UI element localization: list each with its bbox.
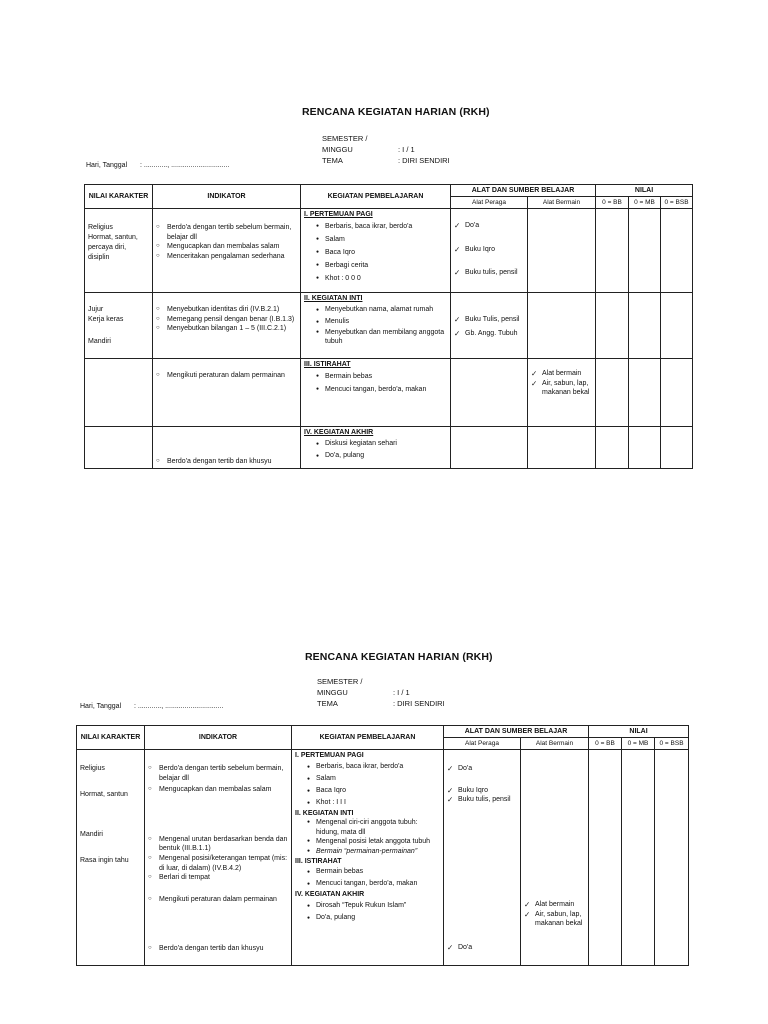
nilai-bsb-cell [661, 209, 693, 293]
karakter-item: Rasa ingin tahu [80, 857, 129, 864]
indikator-item: ○ Menyebutkan identitas diri (IV.B.2.1) [156, 305, 297, 315]
meta-block [317, 676, 445, 709]
nilai-mb-cell [622, 750, 655, 966]
indikator-item: ○ Berdo'a dengan tertib dan khusyu [148, 944, 288, 954]
kegiatan-cell [301, 293, 451, 359]
indikator-item: ○ Berdo'a dengan tertib dan khusyu [156, 457, 297, 467]
karakter-item: percaya diri, [88, 244, 127, 251]
peraga-item: ✓ Buku Iqro [447, 786, 517, 796]
indikator-item: ○ Berlari di tempat [148, 873, 288, 883]
bermain-item: ✓ Air, sabun, lap, makanan bekal [531, 379, 592, 398]
header-alat-peraga: Alat Peraga [451, 197, 528, 209]
nilai-mb-cell [629, 293, 661, 359]
alat-bermain-cell [528, 209, 596, 293]
kegiatan-item: ● Berbaris, baca ikrar, berdo'a [314, 220, 447, 233]
kegiatan-item: ● Baca Iqro [305, 785, 440, 797]
kegiatan-item: ● Mengenal ciri-ciri anggota tubuh: hidung, mata dll [305, 818, 440, 837]
alat-bermain-cell [528, 293, 596, 359]
header-alat-sumber: ALAT DAN SUMBER BELAJAR [451, 185, 596, 197]
indikator-cell [145, 750, 292, 966]
indikator-item: ○ Menceritakan pengalaman sederhana [156, 252, 297, 262]
nilai-bsb-cell [661, 427, 693, 469]
indikator-item: ○ Mengucapkan dan membalas salam [148, 785, 288, 795]
semester-value: : I / 1 [393, 688, 410, 697]
karakter-item: Mandiri [88, 338, 111, 345]
karakter-item: disiplin [88, 254, 110, 261]
header-nilai-karakter: NILAI KARAKTER [77, 726, 145, 750]
kegiatan-item: ● Berbaris, baca ikrar, berdo'a [305, 761, 440, 773]
nilai-bsb-cell [661, 359, 693, 427]
karakter-item: Mandiri [80, 831, 103, 838]
tema-label: TEMA [322, 156, 343, 165]
karakter-item: Hormat, santun [80, 791, 128, 798]
kegiatan-item: ● Do'a, pulang [305, 912, 440, 924]
peraga-item: ✓ Buku Iqro [454, 245, 524, 255]
indikator-cell [153, 209, 301, 293]
kegiatan-item: ● Bermain bebas [314, 370, 447, 383]
header-mb: 0 = MB [629, 197, 661, 209]
nilai-bsb-cell [655, 750, 689, 966]
header-kegiatan: KEGIATAN PEMBELAJARAN [301, 185, 451, 209]
kegiatan-item: ● Mencuci tangan, berdo'a, makan [305, 878, 440, 890]
hari-tanggal [86, 162, 229, 169]
rkh-table [84, 184, 693, 469]
peraga-item: ✓ Do'a [447, 943, 517, 953]
peraga-item: ✓ Buku tulis, pensil [447, 795, 517, 805]
page-title: RENCANA KEGIATAN HARIAN (RKH) [302, 106, 490, 118]
alat-peraga-cell [451, 359, 528, 427]
karakter-item: Hormat, santun, [88, 234, 138, 241]
indikator-item: ○ Memegang pensil dengan benar (I.B.1.3) [156, 315, 297, 325]
nilai-bb-cell [596, 427, 629, 469]
nilai-bb-cell [596, 293, 629, 359]
section-heading: I. PERTEMUAN PAGI [304, 211, 373, 218]
indikator-item: ○ Berdo'a dengan tertib sebelum bermain, belajar dll [148, 764, 288, 783]
header-kegiatan: KEGIATAN PEMBELAJARAN [292, 726, 444, 750]
tema-value: : DIRI SENDIRI [393, 699, 445, 708]
kegiatan-item: ● Bermain “permainan-permainan” [305, 847, 440, 857]
indikator-cell [153, 427, 301, 469]
header-alat-sumber: ALAT DAN SUMBER BELAJAR [444, 726, 589, 738]
peraga-item: ✓ Do'a [447, 764, 517, 774]
kegiatan-item: ● Do'a, pulang [314, 450, 447, 462]
alat-peraga-cell [451, 293, 528, 359]
kegiatan-item: ● Salam [314, 233, 447, 246]
bermain-item: ✓ Alat bermain [524, 900, 585, 910]
alat-peraga-cell [444, 750, 521, 966]
tema-label: TEMA [317, 699, 338, 708]
peraga-item: ✓ Buku Tulis, pensil [454, 315, 524, 325]
indikator-cell [153, 359, 301, 427]
kegiatan-cell [301, 427, 451, 469]
indikator-item: ○ Mengikuti peraturan dalam permainan [156, 371, 297, 381]
indikator-item: ○ Mengenal posisi/keterangan tempat (mis: di luar, di dalam) (IV.B.4.2) [148, 854, 288, 873]
tema-value: : DIRI SENDIRI [398, 156, 450, 165]
hari-label: Hari, Tanggal [80, 703, 122, 710]
section-heading: IV. KEGIATAN AKHIR [295, 891, 365, 899]
header-nilai: NILAI [596, 185, 693, 197]
nilai-bb-cell [596, 209, 629, 293]
nilai-mb-cell [629, 209, 661, 293]
kegiatan-cell [301, 359, 451, 427]
karakter-item: Religius [80, 765, 105, 772]
alat-peraga-cell [451, 209, 528, 293]
peraga-item: ✓ Do'a [454, 221, 524, 231]
indikator-cell [153, 293, 301, 359]
nilai-bb-cell [596, 359, 629, 427]
header-alat-bermain: Alat Bermain [528, 197, 596, 209]
alat-bermain-cell [528, 359, 596, 427]
kegiatan-item: ● Mencuci tangan, berdo'a, makan [314, 383, 447, 396]
indikator-item: ○ Mengucapkan dan membalas salam [156, 242, 297, 252]
kegiatan-cell [292, 750, 444, 966]
semester-value: : I / 1 [398, 145, 415, 154]
kegiatan-item: ● Bermain bebas [305, 866, 440, 878]
karakter-item: Religius [88, 224, 113, 231]
rkh-table [76, 725, 689, 966]
peraga-item: ✓ Buku tulis, pensil [454, 268, 524, 278]
section-heading: I. PERTEMUAN PAGI [295, 752, 364, 759]
nilai-bb-cell [589, 750, 622, 966]
section-heading: II. KEGIATAN INTI [295, 809, 354, 817]
header-indikator: INDIKATOR [145, 726, 292, 750]
alat-peraga-cell [451, 427, 528, 469]
karakter-cell [85, 427, 153, 469]
indikator-item: ○ Berdo'a dengan tertib sebelum bermain, belajar dll [156, 223, 297, 242]
nilai-mb-cell [629, 427, 661, 469]
indikator-item: ○ Menyebutkan bilangan 1 – 5 (III.C.2.1) [156, 324, 297, 334]
nilai-mb-cell [629, 359, 661, 427]
header-indikator: INDIKATOR [153, 185, 301, 209]
bermain-item: ✓ Air, sabun, lap, makanan bekal [524, 910, 585, 929]
section-heading: III. ISTIRAHAT [304, 361, 351, 368]
nilai-bsb-cell [661, 293, 693, 359]
hari-value: : ............, .............................. [140, 162, 230, 169]
alat-bermain-cell [521, 750, 589, 966]
kegiatan-item: ● Mengenal posisi letak anggota tubuh [305, 837, 440, 847]
alat-bermain-cell [528, 427, 596, 469]
hari-label: Hari, Tanggal [86, 162, 128, 169]
kegiatan-item: ● Salam [305, 773, 440, 785]
hari-tanggal [80, 703, 223, 710]
header-bb: 0 = BB [589, 738, 622, 750]
kegiatan-item: ● Dirosah “Tepuk Rukun Islam” [305, 900, 440, 912]
header-alat-bermain: Alat Bermain [521, 738, 589, 750]
section-heading: IV. KEGIATAN AKHIR [304, 429, 374, 436]
kegiatan-item: ● Baca Iqro [314, 246, 447, 259]
kegiatan-item: ● Diskusi kegiatan sehari [314, 438, 447, 450]
header-alat-peraga: Alat Peraga [444, 738, 521, 750]
kegiatan-item: ● Menyebutkan dan membilang anggota tubuh [314, 328, 447, 347]
kegiatan-item: ● Khot : 0 0 0 [314, 272, 447, 285]
semester-label: SEMESTER / MINGGU [322, 134, 368, 154]
header-bb: 0 = BB [596, 197, 629, 209]
karakter-cell [77, 750, 145, 966]
header-mb: 0 = MB [622, 738, 655, 750]
section-heading: II. KEGIATAN INTI [304, 295, 363, 302]
page-title: RENCANA KEGIATAN HARIAN (RKH) [305, 651, 493, 663]
hari-value: : ............, .............................. [134, 703, 224, 710]
karakter-item: Jujur [88, 306, 104, 313]
karakter-cell [85, 293, 153, 359]
section-heading: III. ISTIRAHAT [295, 857, 342, 865]
meta-block [322, 133, 450, 166]
karakter-item: Kerja keras [88, 316, 124, 323]
header-bsb: 0 = BSB [655, 738, 689, 750]
indikator-item: ○ Mengikuti peraturan dalam permainan [148, 895, 288, 905]
kegiatan-cell [301, 209, 451, 293]
karakter-cell [85, 209, 153, 293]
kegiatan-item: ● Khot : I I I [305, 797, 440, 809]
karakter-cell [85, 359, 153, 427]
header-nilai: NILAI [589, 726, 689, 738]
semester-label: SEMESTER / MINGGU [317, 677, 363, 697]
kegiatan-item: ● Menyebutkan nama, alamat rumah [314, 304, 447, 316]
header-bsb: 0 = BSB [661, 197, 693, 209]
header-nilai-karakter: NILAI KARAKTER [85, 185, 153, 209]
bermain-item: ✓ Alat bermain [531, 369, 592, 379]
kegiatan-item: ● Menulis [314, 316, 447, 328]
kegiatan-item: ● Berbagi cerita [314, 259, 447, 272]
peraga-item: ✓ Gb. Angg. Tubuh [454, 329, 524, 339]
indikator-item: ○ Mengenal urutan berdasarkan benda dan bentuk (III.B.1.1) [148, 835, 288, 854]
